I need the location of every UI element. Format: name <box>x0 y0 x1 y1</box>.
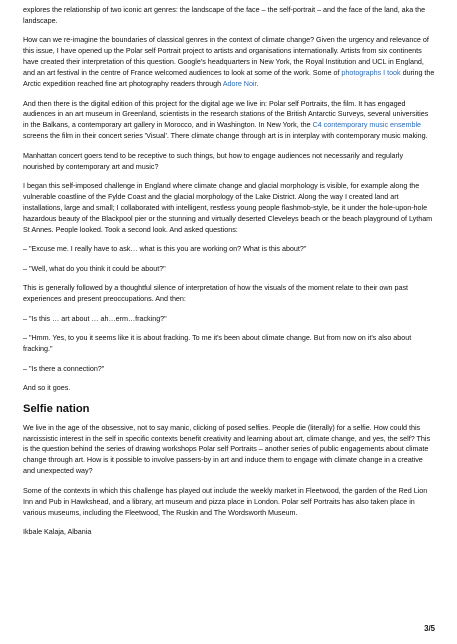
paragraph-text: And then there is the digital edition of this project for the digital age we live in: Polar self Portraits, the film. It has engaged audiences in an art museum in Greenland, scientists in the research stations of the British Antarctic Surveys, several universities in the Balkans, a contemporary art gallery in Morocco, and in Washington. In New York, the <box>23 98 429 130</box>
paragraph <box>23 364 435 375</box>
paragraph <box>23 181 435 236</box>
paragraph-text: How can we re-imagine the boundaries of classical genres in the context of climate change? Given the urgency and relevance of this issue, I have opened up the Polar self Portrait project to artists and organisations internationally. Artists from six continents have created their interpretation of this question. Google's headquarters in New York, the Royal Institution and UCL in England, and an art festival in the centre of France welcomed audiences to look at some of the work. Some of <box>23 35 429 78</box>
paragraph-text: Ikbale Kalaja, Albania <box>23 527 92 537</box>
paragraph-text: explores the relationship of two iconic art genres: the landscape of the face – the self-portrait – and the face of the land, aka the landscape. <box>23 5 426 25</box>
inline-link[interactable]: C4 contemporary music ensemble <box>312 120 422 130</box>
paragraph-text: We live in the age of the obsessive, not to say manic, clicking of posed selfies. People die (literally) for a selfie. How could this narcissistic interest in the self in specific contexts benefit creativity and learning about art, climate change, and yes, the self? This is the question behind the series of drawing workshops Polar self Portraits – another series of public engagements about climate change through art. How is it possible to involve passers-by in art and induce them to engage with climate change in a creative and unexpected way? <box>23 422 431 476</box>
inline-link[interactable]: Adore Noir <box>222 79 257 89</box>
article-body-bottom <box>23 423 435 538</box>
paragraph <box>23 314 435 325</box>
paragraph <box>23 244 435 255</box>
paragraph-text: Manhattan concert goers tend to be receptive to such things, but how to engage audiences not necessarily and regularly nourished by contemporary art and music? <box>23 150 404 171</box>
paragraph <box>23 383 435 394</box>
inline-link[interactable]: photographs I took <box>341 68 401 78</box>
paragraph <box>23 99 435 143</box>
paragraph-text: And so it goes. <box>23 383 71 393</box>
paragraph-text: – "Is this … art about … ah…erm…fracking?" <box>23 313 167 323</box>
paragraph <box>23 264 435 275</box>
paragraph-text: – "Hmm. Yes, to you it seems like it is about fracking. To me it's been about climate change. But from now on it's also about fracking." <box>23 333 412 354</box>
paragraph <box>23 527 435 538</box>
article-body-top <box>23 5 435 394</box>
section-heading: Selfie nation <box>23 402 90 415</box>
paragraph-text: – "Well, what do you think it could be about?" <box>23 263 166 273</box>
paragraph <box>23 486 435 519</box>
paragraph-text: I began this self-imposed challenge in England where climate change and glacial morphology is visible, for example along the vulnerable coastline of the Fylde Coast and the glacial morphology of the Lake District. Along the way I created land art installations, large and small; I collaborated with intelligent, restless young people flashmob-style, be it under the hole-upon-hole hazardous beauty of the Blackpool pier or the stunning and virtually deserted Cleveleys beach or the beach playground of Lytham St Annes. People looked. Took a second look. And asked questions: <box>23 181 433 234</box>
paragraph <box>23 5 435 27</box>
paragraph-text: – "Excuse me. I really have to ask… what is this you are working on? What is this about?" <box>23 244 307 254</box>
paragraph-text: This is generally followed by a thoughtful silence of interpretation of how the visuals of the moment relate to their own past experiences and present preoccupations. And then: <box>23 283 409 304</box>
paragraph-text: during the Arctic expedition reached fine art photography readers through <box>23 68 435 89</box>
paragraph <box>23 283 435 305</box>
paragraph-text: Some of the contexts in which this challenge has played out include the weekly market in Fleetwood, the garden of the Red Lion Inn and Pub in Hawkshead, and a library, art museum and pizza place in London. Polar self Portraits has also taken place in various museums, including the Fleetwood, The Ruskin and The Wordsworth Museum. <box>23 485 428 517</box>
page-number: 3/5 <box>424 624 435 633</box>
paragraph-text: – "Is there a connection?" <box>23 363 105 373</box>
paragraph-text: screens the film in their concert series 'Visual'. There climate change through art is in interplay with contemporary music making. <box>23 131 428 141</box>
paragraph-text: . <box>256 79 259 89</box>
article-page <box>23 5 435 547</box>
paragraph <box>23 35 435 90</box>
paragraph <box>23 151 435 173</box>
paragraph <box>23 333 435 355</box>
paragraph <box>23 423 435 478</box>
